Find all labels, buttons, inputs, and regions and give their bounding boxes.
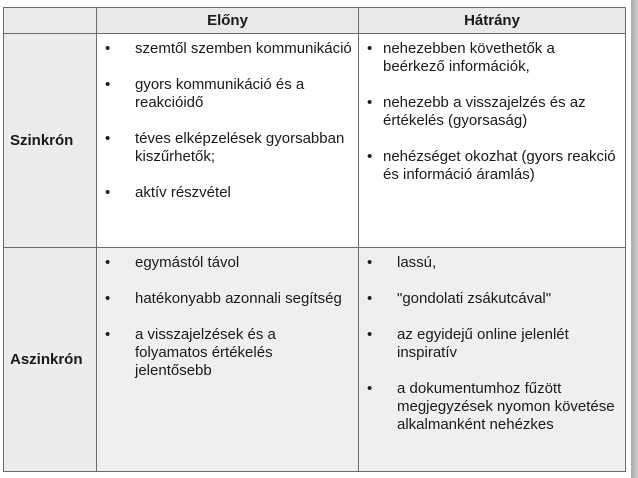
bullet-icon: • xyxy=(105,290,111,307)
bullet-icon: • xyxy=(105,254,111,271)
bullet-icon: • xyxy=(367,254,373,271)
row-label-sync: Szinkrón xyxy=(4,34,97,248)
bullet-icon: • xyxy=(105,76,111,93)
bullet-icon: • xyxy=(367,148,373,165)
list-item: • a dokumentumhoz fűzött megjegyzések nyomon követése alkalmanként nehézkes xyxy=(367,380,615,433)
comparison-table xyxy=(3,7,626,472)
header-advantage: Előny xyxy=(97,8,359,34)
bullet-icon: • xyxy=(367,380,373,397)
list-item: • nehezebben követhetők a beérkező információk, xyxy=(367,40,555,75)
row-label-async: Aszinkrón xyxy=(4,248,97,472)
header-row xyxy=(4,8,626,34)
list-item: • "gondolati zsákutcával" xyxy=(367,290,552,307)
bullet-icon: • xyxy=(367,40,373,57)
table-row-async xyxy=(4,248,626,472)
bullet-icon: • xyxy=(367,326,373,343)
list-item: • aktív részvétel xyxy=(105,184,231,201)
list-item: • lassú, xyxy=(367,254,437,271)
bullet-icon: • xyxy=(105,326,111,343)
bullet-icon: • xyxy=(105,184,111,201)
sync-advantages-cell xyxy=(97,34,359,248)
slide-edge-shadow xyxy=(631,0,638,478)
bullet-icon: • xyxy=(105,130,111,147)
list-item: • nehézséget okozhat (gyors reakció és információ áramlás) xyxy=(367,148,616,183)
list-item: • téves elképzelések gyorsabban kiszűrhetők; xyxy=(105,130,345,165)
table-row-sync xyxy=(4,34,626,248)
list-item: • gyors kommunikáció és a reakcióidő xyxy=(105,76,305,111)
async-advantages-cell xyxy=(97,248,359,472)
async-disadvantages-cell xyxy=(359,248,626,472)
bullet-icon: • xyxy=(105,40,111,57)
bullet-icon: • xyxy=(367,94,373,111)
list-item: • az egyidejű online jelenlét inspiratív xyxy=(367,326,569,361)
list-item: • egymástól távol xyxy=(105,254,240,271)
sync-disadvantages-cell xyxy=(359,34,626,248)
bullet-icon: • xyxy=(367,290,373,307)
list-item: • szemtől szemben kommunikáció xyxy=(105,40,352,57)
header-corner-cell xyxy=(4,8,97,34)
list-item: • nehezebb a visszajelzés és az értékelés (gyorsaság) xyxy=(367,94,586,129)
list-item: • a visszajelzések és a folyamatos értékelés jelentősebb xyxy=(105,326,276,379)
list-item: • hatékonyabb azonnali segítség xyxy=(105,290,342,307)
header-disadvantage: Hátrány xyxy=(359,8,626,34)
